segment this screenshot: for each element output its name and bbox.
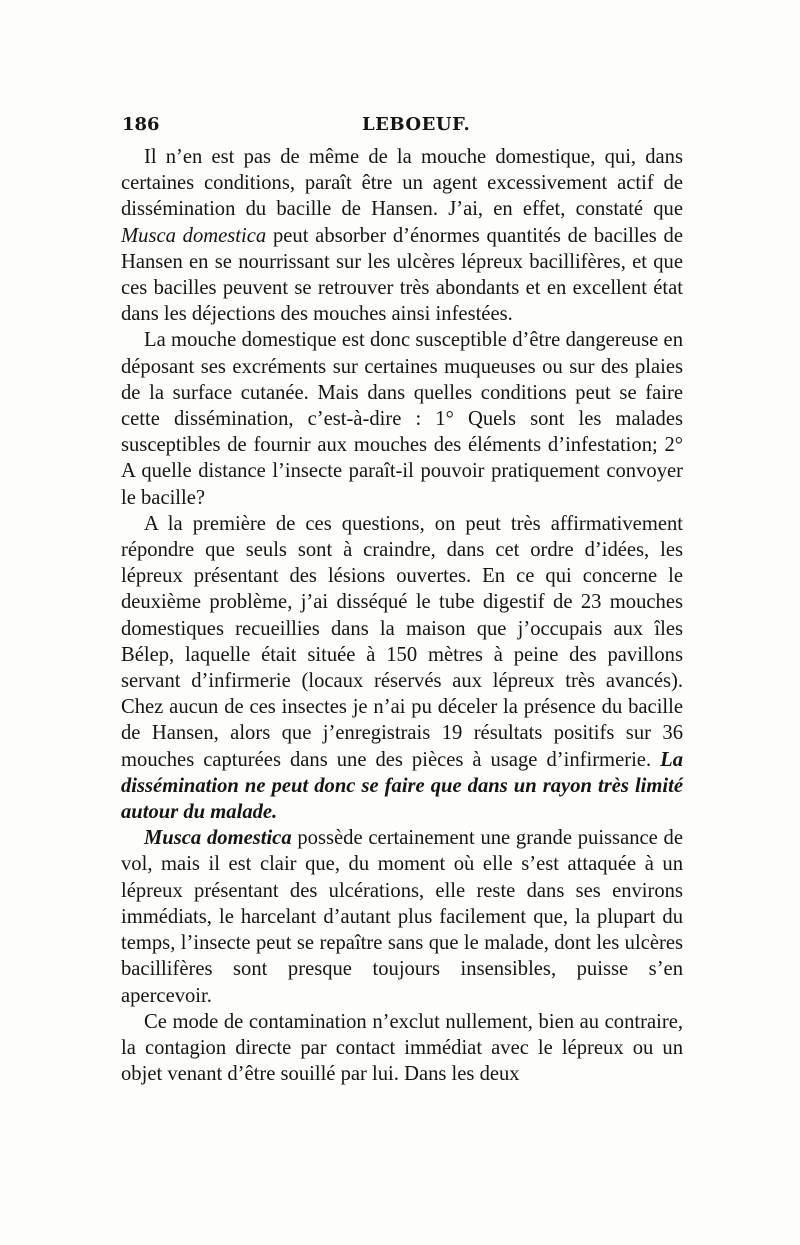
paragraph-4-text-after: possède certainement une grande puissance de vol, mais il est clair que, du moment où elle s’est attaquée à un lépreux présentant des ulcérations, elle reste dans ses environs immédiats, le harcelant d’autant plus facilement que, la plupart du temps, l’insecte peut se repaître sans que le malade, dont les ulcères bacillifères sont presque toujours insensibles, puisse s’en apercevoir. [121,827,683,1007]
running-head: LEBOEUF. [362,114,471,135]
paragraph-5-text: Ce mode de contamination n’exclut nullement, bien au contraire, la contagion directe par contact immédiat avec le lépreux ou un objet venant d’être souillé par lui. Dans les deux [121,1010,683,1086]
paragraph-3-text: A la première de ces questions, on peut très affirmativement répondre que seuls sont à craindre, dans cet ordre d’idées, les lépreux présentant des lésions ouvertes. En ce qui concerne le deuxième problème, j’ai disséqué le tube digestif de 23 mouches domestiques recueillies dans la maison que j’occupais aux îles Bélep, laquelle était située à 150 mètres à peine des pavillons servant d’infirmerie (locaux réservés aux lépreux très avancés). Chez aucun de ces insectes je n’ai pu déceler la présence du bacille de Hansen, alors que j’enregistrais 19 résultats positifs sur 36 mouches capturées dans une des pièces à usage d’infirmerie. [121,512,683,771]
paragraph-5 [121,1009,683,1088]
page-number: 186 [122,114,160,135]
page-header [122,114,682,138]
paragraph-1-italic: Musca domestica [121,224,267,247]
body-text [121,144,683,1087]
paragraph-1-text-after: peut absorber d’énormes quantités de bacilles de Hansen en se nourrissant sur les ulcères lépreux bacillifères, et que ces bacilles peuvent se retrouver très abondants et en excellent état dans les déjections des mouches ainsi infestées. [121,224,683,326]
paragraph-2-text: La mouche domestique est donc susceptible d’être dangereuse en déposant ses excréments sur certaines muqueuses ou sur des plaies de la surface cutanée. Mais dans quelles conditions peut se faire cette dissémination, c’est-à-dire : 1° Quels sont les malades susceptibles de fournir aux mouches des éléments d’infestation; 2° A quelle distance l’insecte paraît-il pouvoir pratiquement convoyer le bacille? [121,329,683,509]
paragraph-4-italic: Musca domestica [144,827,292,850]
paragraph-3 [121,511,683,825]
paragraph-2 [121,327,683,510]
paragraph-4 [121,825,683,1008]
paragraph-3-italic: La dissémination ne peut donc se faire que dans un rayon très limité autour du malade. [121,748,683,824]
paragraph-1 [121,144,683,327]
paragraph-1-text: Il n’en est pas de même de la mouche domestique, qui, dans certaines conditions, paraît être un agent excessivement actif de dissémination du bacille de Hansen. J’ai, en effet, constaté que [121,146,683,221]
